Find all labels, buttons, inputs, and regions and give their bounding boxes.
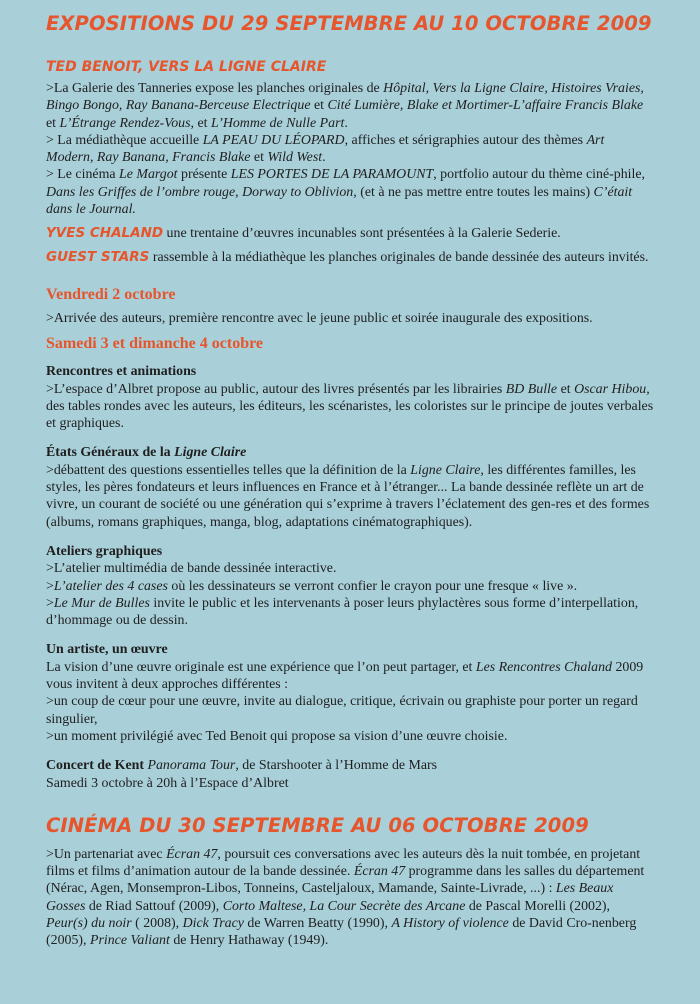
guest-stars-paragraph: GUEST STARS rassemble à la médiathèque les planches originales de bande dessinée des auteurs invités. (46, 248, 649, 265)
expositions-title: EXPOSITIONS DU 29 SEPTEMBRE AU 10 OCTOBRE 2009 (46, 12, 652, 35)
rencontres-block (46, 363, 654, 432)
artiste-heading: Un artiste, un œuvre (46, 642, 168, 658)
benoit-paragraph-galerie: >La Galerie des Tanneries expose les planches originales de Hôpital, Vers la Ligne Claire, Histoires Vraies, Bingo Bongo, Ray Banana-Berceuse Electrique et Cité Lumière, Blake et Mortimer-L’affaire Francis Blake et L’Étrange Rendez-Vous, et L’Homme de Nulle Part. (46, 81, 644, 131)
concert-block (46, 757, 654, 792)
artiste-line-3: >un moment privilégié avec Ted Benoit qui propose sa vision d’une œuvre choisie. (46, 728, 508, 744)
vendredi-text: >Arrivée des auteurs, première rencontre avec le jeune public et soirée inaugurale des expositions. (46, 310, 593, 326)
rencontres-text: >L’espace d’Albret propose au public, autour des livres présentés par les librairies BD Bulle et Oscar Hibou, des tables rondes avec les auteurs, les éditeurs, les scénaristes, les coloristes sur le principe de joutes verbales et graphiques. (46, 381, 654, 432)
etats-generaux-heading: États Généraux de la Ligne Claire (46, 445, 247, 461)
concert-line-1: Concert de Kent Panorama Tour, de Starshooter à l’Homme de Mars (46, 758, 438, 774)
etats-generaux-text: >débattent des questions essentielles telles que la définition de la Ligne Claire, les différentes familles, les styles, les pères fondateurs et leurs influences en France et à l’étranger... La bande dessinée reflète un art de vivre, un courant de société ou une génération qui s’exprime à travers l’éclatement des gen-res et des formes (albums, romans graphiques, manga, blog, adaptations cinématographiques). (46, 462, 650, 530)
ateliers-line-1: >L’atelier multimédia de bande dessinée interactive. (46, 561, 337, 577)
samedi-date: Samedi 3 et dimanche 4 octobre (46, 335, 264, 353)
cinema-title: CINÉMA DU 30 SEPTEMBRE AU 06 OCTOBRE 2009 (46, 813, 589, 837)
benoit-paragraph-cinema: > Le cinéma Le Margot présente LES PORTES DE LA PARAMOUNT, portfolio autour du thème ciné-phile, Dans les Griffes de l’ombre rouge, Dorway to Oblivion, (et à ne pas mettre entre toutes les mains) C’était dans le Journal. (46, 167, 646, 218)
concert-line-2: Samedi 3 octobre à 20h à l’Espace d’Albret (46, 775, 289, 791)
vendredi-block (46, 286, 654, 327)
artiste-line-1: La vision d’une œuvre originale est une expérience que l’on peut partager, et Les Rencontres Chaland 2009 vous invitent à deux approches différentes : (46, 659, 644, 693)
artiste-block (46, 641, 654, 745)
ateliers-line-2: >L’atelier des 4 cases où les dessinateurs se verront confier le crayon pour une fresque « live ». (46, 578, 578, 594)
ted-benoit-title: TED BENOIT, VERS LA LIGNE CLAIRE (46, 59, 327, 75)
guest-stars-name: GUEST STARS (46, 248, 150, 265)
ateliers-line-3: >Le Mur de Bulles invite le public et les intervenants à poser leurs phylactères sous forme d’interpellation, d’hommage ou de dessin. (46, 595, 639, 629)
etats-generaux-block (46, 444, 654, 530)
chaland-paragraph: YVES CHALAND une trentaine d’œuvres incunables sont présentées à la Galerie Sederie. (46, 225, 561, 242)
benoit-paragraph-mediatheque: > La médiathèque accueille LA PEAU DU LÉOPARD, affiches et sérigraphies autour des thèmes Art Modern, Ray Banana, Francis Blake et Wild West. (46, 132, 605, 166)
rencontres-heading: Rencontres et animations (46, 364, 197, 380)
artiste-line-2: >un coup de cœur pour une œuvre, invite au dialogue, critique, écrivain ou graphiste pour porter un regard singulier, (46, 694, 638, 727)
cinema-text: >Un partenariat avec Écran 47, poursuit ces conversations avec les auteurs dès la nuit tombée, en projetant films et films d’animation autour de la bande dessinée. Écran 47 programme dans les salles du département (Nérac, Agen, Monsempron-Libos, Tonneins, Casteljaloux, Mamande, Sainte-Livrade, ...) : Les Beaux Gosses de Riad Sattouf (2009), Corto Maltese, La Cour Secrète des Arcane de Pascal Morelli (2002), Peur(s) du noir ( 2008), Dick Tracy de Warren Beatty (1990), A History of violence de David Cro-nenberg (2005), Prince Valiant de Henry Hathaway (1949). (46, 846, 645, 949)
concert-heading: Concert de Kent (46, 758, 144, 774)
ateliers-block (46, 543, 654, 629)
samedi-block (46, 335, 654, 792)
ateliers-heading: Ateliers graphiques (46, 543, 163, 559)
vendredi-date: Vendredi 2 octobre (46, 285, 176, 303)
chaland-name: YVES CHALAND (46, 225, 164, 242)
